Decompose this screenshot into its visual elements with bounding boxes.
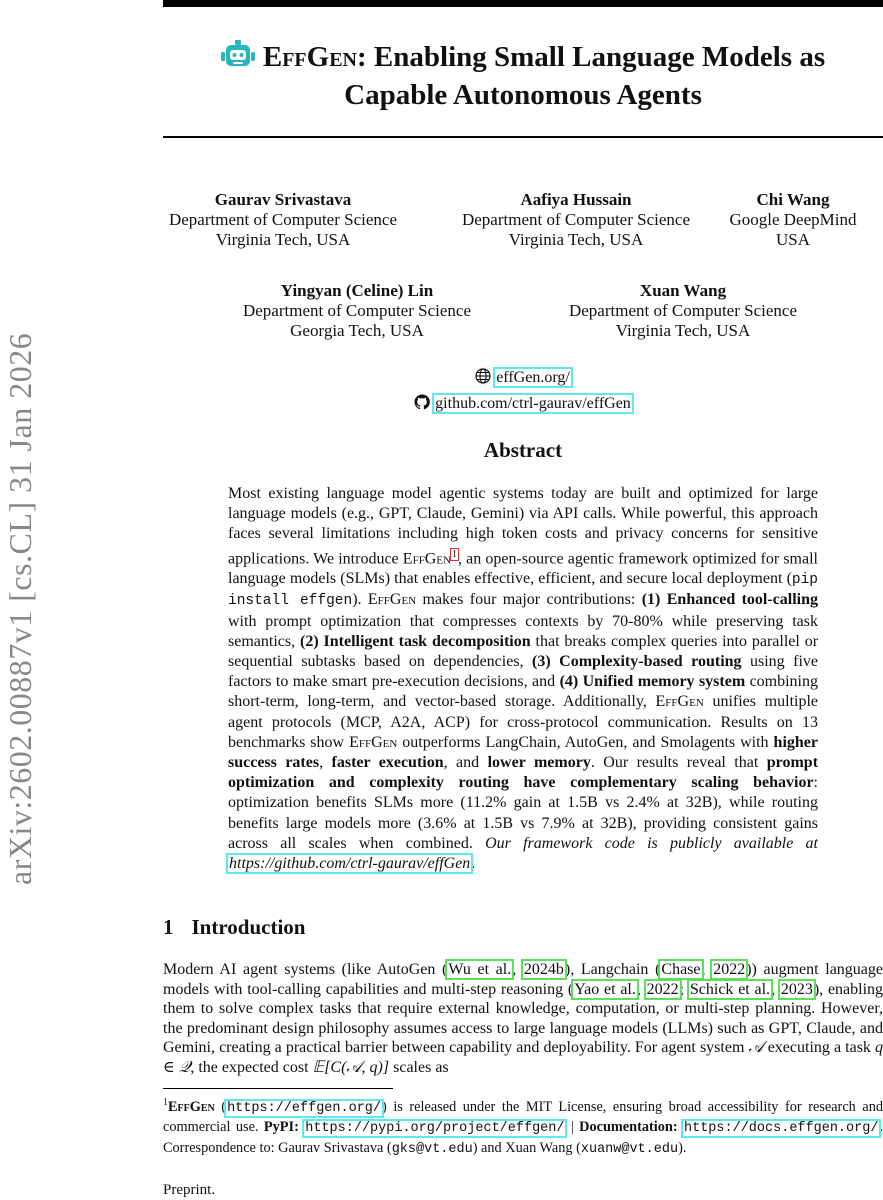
highlight-text: faster execution: [331, 753, 444, 771]
preprint-label: Preprint.: [163, 1182, 216, 1198]
contribution-number: (4): [559, 673, 579, 691]
author-inst: USA: [775, 230, 810, 249]
abstract-text: ,: [319, 753, 332, 771]
code-url-link[interactable]: https://github.com/ctrl-gaurav/effGen: [229, 854, 471, 872]
github-link-row: [163, 394, 883, 413]
brand-name: EffGen: [367, 591, 417, 609]
intro-text: ;: [679, 980, 689, 998]
author-dept: Department of Computer Science: [242, 301, 471, 320]
robot-icon: [221, 40, 255, 70]
contribution-number: (3): [532, 652, 551, 670]
citation-link[interactable]: 2022: [646, 980, 679, 998]
author-inst: Virginia Tech, USA: [615, 321, 751, 340]
citation-link[interactable]: Wu et al.: [448, 961, 512, 978]
math-symbol: q ∈ 𝒬: [163, 1039, 883, 1076]
homepage-link[interactable]: https://effgen.org/: [227, 1100, 382, 1116]
author-name: Aafiya Hussain: [520, 190, 632, 209]
abstract-text: using five factors to make smart pre-execution decisions, and: [228, 652, 819, 691]
pypi-link[interactable]: https://pypi.org/project/effgen/: [305, 1121, 565, 1137]
website-link[interactable]: effGen.org/: [496, 369, 570, 386]
footnote-link[interactable]: 1: [452, 548, 458, 560]
contribution-number: (1): [641, 591, 661, 609]
abstract-text: that breaks complex queries into parallel or sequential subtasks based on dependencies,: [228, 632, 819, 670]
citation-link[interactable]: 2024b: [523, 961, 564, 978]
abstract-heading: Abstract: [483, 438, 563, 462]
intro-paragraph: Modern AI agent systems (like AutoGen (Wu et al., 2024b), Langchain (Chase, 2022)) augment language models with tool-calling capabilities and multi-step reasoning (Yao et al., 2022; Schick et al., 2023), enabling them to solve complex tasks that require external knowledge, computation, or multi-step planning. However, the predominant design philosophy assumes access to large language models (LLMs) such as GPT, Claude, and Gemini, creating a practical barrier between capability and deployability. For agent system 𝒜 executing a task q ∈ 𝒬, the expected cost 𝔼[C(𝒜, q)] scales as: [163, 961, 883, 1076]
footnote-text: ) is released under the MIT License, ensuring broad accessibility for research and commercial use.: [163, 1098, 883, 1136]
separator: |: [565, 1119, 580, 1136]
abstract-text: : optimization benefits SLMs more (11.2% gain at 1.5B vs 2.4% at 32B), while routing benefits large models more (3.6% at 1.5B vs 7.9% at 32B), providing consistent gains across all scales when combined.: [228, 774, 818, 852]
author-name: Xuan Wang: [639, 281, 727, 300]
contribution-title: Complexity-based routing: [559, 652, 742, 670]
footnote-text: (: [214, 1098, 227, 1115]
highlight-text: higher success rates: [228, 733, 818, 771]
author-inst: Virginia Tech, USA: [508, 230, 644, 249]
author-dept: Google DeepMind: [729, 210, 857, 229]
contribution-title: Unified memory system: [582, 673, 746, 691]
abstract-text: , an open-source agentic framework optimized for small language models (SLMs) that enables effective, efficient, and secure local deployment (: [228, 549, 818, 588]
citation-link[interactable]: Chase: [661, 961, 701, 978]
intro-text: ), enabling them to solve complex tasks that require external knowledge, computation, or multi-step planning. However, the predominant design philosophy assumes access to large language models (LLMs) such as GPT, Claude, and Gemini, creating a practical barrier between capability and deployability. For agent system: [163, 980, 883, 1057]
footnote: [163, 1094, 883, 1159]
website-link-row: [163, 368, 883, 387]
abstract-text: with prompt optimization that compresses contexts by 70-80% while preserving task semantics,: [228, 612, 818, 650]
citation-link[interactable]: Schick et al.: [689, 980, 771, 998]
title-brand: EffGen: [262, 41, 357, 73]
brand-name: EffGen: [168, 1098, 215, 1115]
abstract-text: .: [471, 854, 476, 872]
intro-text: scales as: [389, 1058, 449, 1076]
contribution-title: Intelligent task decomposition: [323, 632, 531, 650]
highlight-text: prompt optimization and complexity routing have complementary scaling behavior: [228, 753, 819, 792]
section-heading: [163, 915, 305, 940]
abstract-text: Most existing language model agentic systems today are built and optimized for large language models (e.g., GPT, Claude, Gemini) via API calls. While powerful, this approach faces several limitations including high token costs and privacy concerns for sensitive applications. We introduce: [228, 485, 818, 567]
author-block: [222, 281, 492, 341]
footnote-mark: 1: [163, 1097, 168, 1108]
docs-link[interactable]: https://docs.effgen.org/: [684, 1121, 879, 1137]
title-line2: Capable Autonomous Agents: [344, 79, 702, 111]
contribution-title: Enhanced tool-calling: [666, 591, 819, 609]
abstract-text: outperforms LangChain, AutoGen, and Smolagents with: [397, 733, 774, 751]
github-icon: [414, 394, 430, 410]
email: xuanw@vt.edu: [580, 1141, 679, 1157]
brand-name: EffGen: [349, 733, 398, 751]
author-block: [168, 190, 398, 250]
author-block: [445, 190, 707, 250]
author-inst: Virginia Tech, USA: [215, 230, 351, 249]
section-number: 1: [163, 915, 174, 939]
abstract-italic: Our framework code is publicly available at: [485, 834, 818, 852]
abstract-text: makes four major contributions:: [416, 591, 642, 609]
contribution-number: (2): [299, 632, 319, 650]
math-symbol: 𝔼[C(𝒜, q)]: [312, 1058, 390, 1076]
section-title: Introduction: [191, 915, 306, 939]
abstract-body: [228, 484, 818, 874]
math-symbol: 𝒜: [748, 1039, 764, 1057]
author-name: Chi Wang: [756, 190, 830, 209]
intro-text: executing a task: [763, 1039, 875, 1057]
brand-name: EffGen: [402, 549, 452, 567]
abstract-text: . Our results reveal that: [590, 753, 767, 771]
author-dept: Department of Computer Science: [568, 301, 797, 320]
globe-icon: [475, 368, 491, 384]
footnote-text: ).: [678, 1139, 687, 1156]
arxiv-stamp: arXiv:2602.00887v1 [cs.CL] 31 Jan 2026: [2, 332, 38, 885]
author-block: [548, 281, 818, 341]
intro-text: Modern AI agent systems (like AutoGen (: [163, 961, 448, 978]
footnote-text: ) and Xuan Wang (: [472, 1139, 581, 1156]
top-rule: [163, 0, 883, 7]
abstract-text: , and: [443, 753, 488, 771]
title-line1: : Enabling Small Language Models as: [357, 41, 826, 73]
highlight-text: lower memory: [487, 753, 591, 771]
intro-text: , the expected cost: [190, 1058, 313, 1076]
author-dept: Department of Computer Science: [461, 210, 690, 229]
intro-text: ), Langchain (: [564, 961, 661, 978]
pypi-label: PyPI:: [263, 1119, 299, 1136]
brand-name: EffGen: [655, 693, 704, 711]
abstract-text: ).: [352, 591, 368, 609]
docs-label: Documentation:: [579, 1119, 678, 1136]
abstract-text: unifies multiple agent protocols (MCP, A2A, ACP) for cross-protocol communication. Results on 13 benchmarks show: [228, 693, 819, 751]
pip-command: pip install effgen: [228, 572, 818, 610]
citation-link[interactable]: 2023: [780, 980, 813, 998]
author-dept: Department of Computer Science: [168, 210, 397, 229]
citation-link[interactable]: 2022: [713, 961, 746, 978]
footnote-rule: [163, 1088, 393, 1089]
author-name: Gaurav Srivastava: [214, 190, 352, 209]
github-link[interactable]: github.com/ctrl-gaurav/effGen: [435, 395, 631, 412]
title-bottom-rule: [163, 136, 883, 138]
intro-text: )) augment language models with tool-calling capabilities and multi-step reasoning (: [163, 961, 883, 998]
author-block: [718, 190, 868, 250]
citation-link[interactable]: Yao et al.: [574, 980, 636, 998]
author-name: Yingyan (Celine) Lin: [280, 281, 434, 300]
abstract-text: combining short-term, long-term, and vector-based storage. Additionally,: [228, 673, 819, 711]
author-inst: Georgia Tech, USA: [290, 321, 424, 340]
email: gks@vt.edu: [391, 1141, 473, 1157]
paper-title: [163, 38, 883, 114]
footnote-text: . Correspondence to: Gaurav Srivastava (: [163, 1119, 883, 1156]
